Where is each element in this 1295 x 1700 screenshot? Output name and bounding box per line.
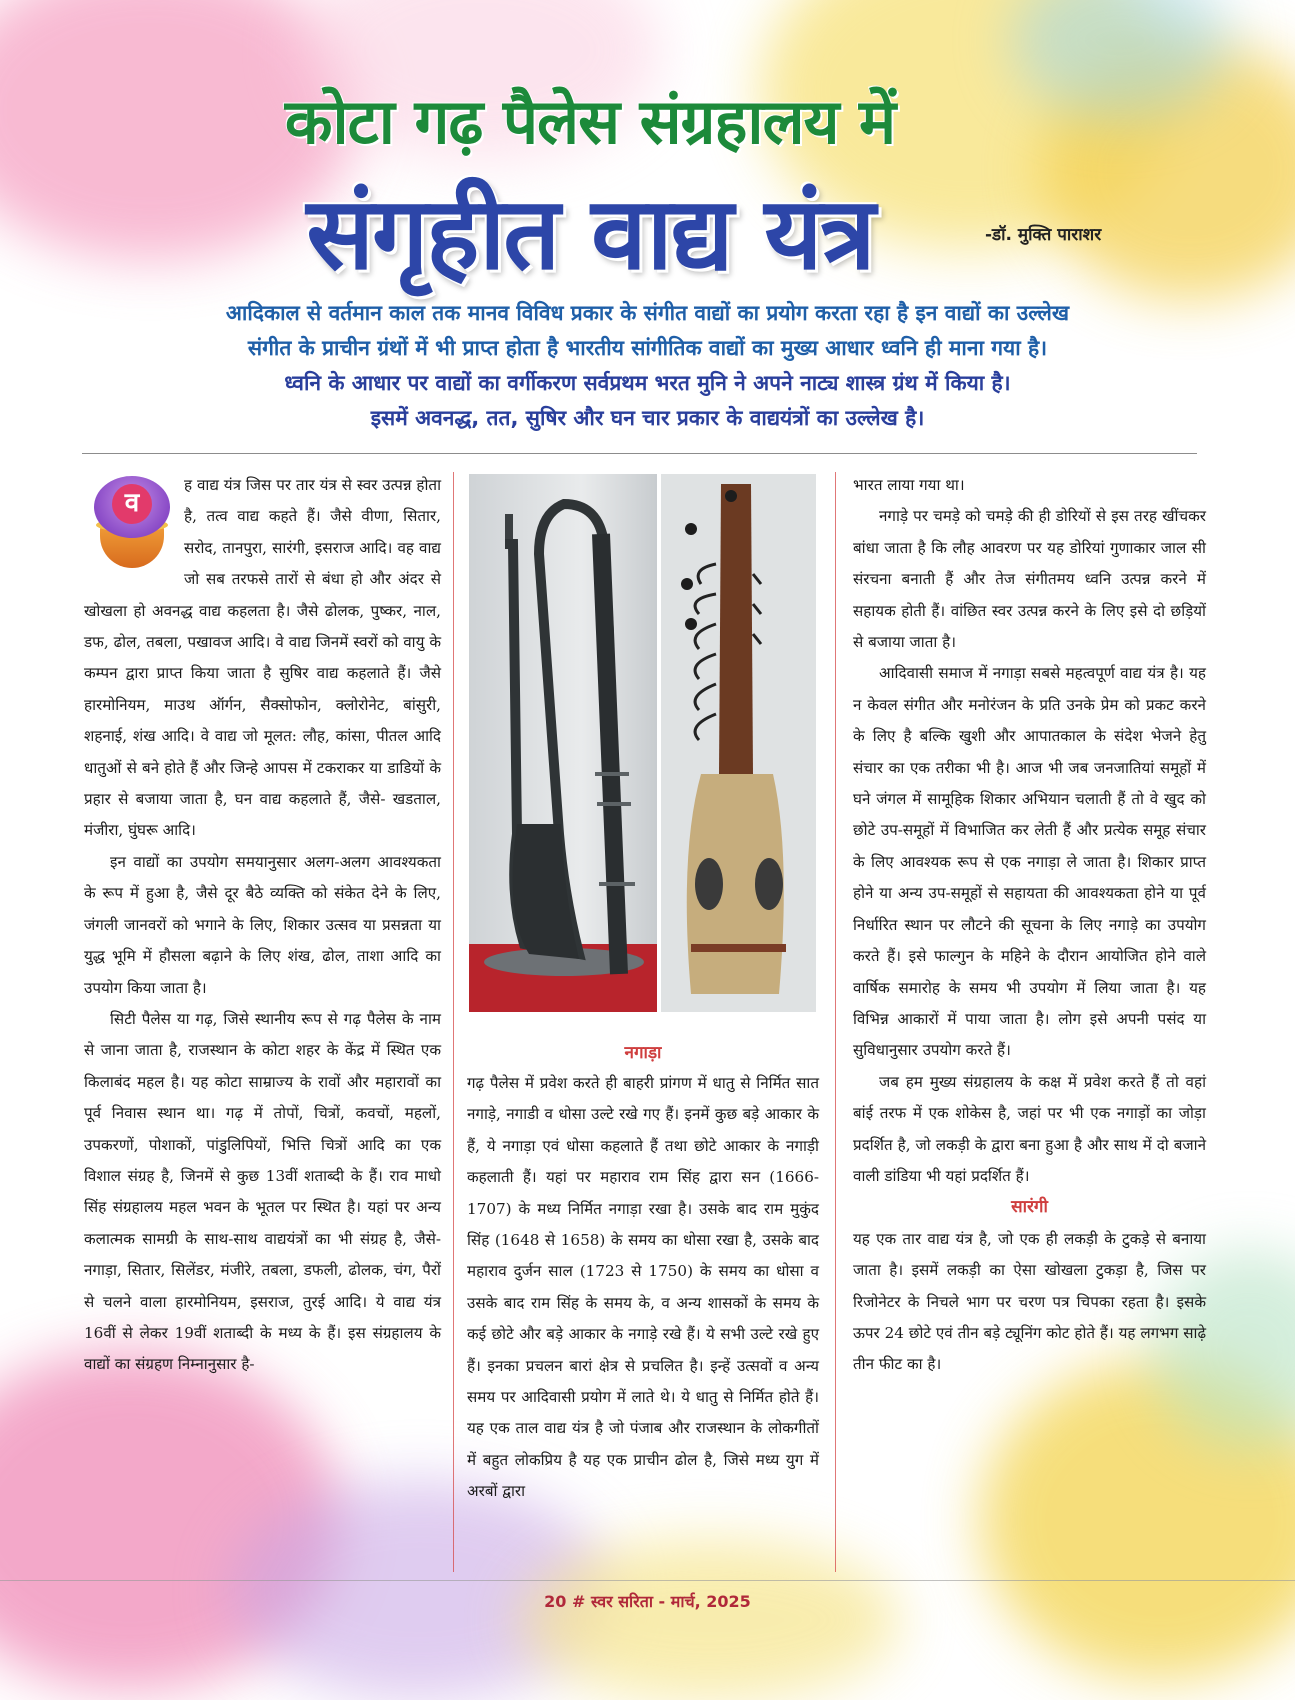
intro-line: इसमें अवनद्ध, तत, सुषिर और घन चार प्रकार के वाद्ययंत्रों का उल्लेख है।: [370, 406, 925, 430]
footer-rule: [0, 1580, 1295, 1581]
page-footer: 20 # स्वर सरिता - मार्च, 2025: [544, 1592, 751, 1611]
body-paragraph: यह एक तार वाद्य यंत्र है, जो एक ही लकड़ी के टुकड़े से बनाया जाता है। इसमें लकड़ी का ऐसा खोखला टुकड़ा है, जिस पर रिजोनेटर के निचले भाग पर चरण पत्र चिपका रहता है। इसके ऊपर 24 छोटे एवं तीन बड़े ट्यूनिंग कोट होते हैं। यह लगभग साढ़े तीन फीट का है।: [853, 1229, 1206, 1374]
section-heading-nagada: नगाड़ा: [624, 1043, 662, 1063]
intro-line: संगीत के प्राचीन ग्रंथों में भी प्राप्त होता है भारतीय सांगीतिक वाद्यों का मुख्य आधार ध्वनि ही माना गया है।: [247, 336, 1048, 360]
horn-photo: [469, 474, 657, 1012]
title-line-2: संगृहीत वाद्य यंत्र: [306, 175, 874, 292]
body-paragraph: ह वाद्य यंत्र जिस पर तार यंत्र से स्वर उत्पन्न होता है, तत्व वाद्य कहते हैं। जैसे वीणा, सितार, सरोद, तानपुरा, सारंगी, इसराज आदि। वह वाद्य जो सब तरफसे तारों से बंधा हो और अंदर से खोखला हो अवनद्ध वाद्य कहलता है। जैसे ढोलक, पुष्कर, नाल, डफ, ढोल, तबला, पखावज आदि। वे वाद्य जिनमें स्वरों को वायु के कम्पन द्वारा प्राप्त किया जाता है सुषिर वाद्य कहलाते हैं। जैसे हारमोनियम, माउथ ऑर्गन, सैक्सोफोन, क्लोरोनेट, बांसुरी, शहनाई, शंख आदि। वे वाद्य जो मूलत: लौह, कांसा, पीतल आदि धातुओं से बने होते हैं और जिन्हे आपस में टकराकर या डाडियों के प्रहार से बजाया जाता है, घन वाद्य कहलाते हैं, जैसे- खडताल, मंजीरा, घुंघरू आदि।: [84, 476, 441, 840]
body-paragraph: आदिवासी समाज में नगाड़ा सबसे महत्वपूर्ण वाद्य यंत्र है। यह न केवल संगीत और मनोरंजन के प्रति उनके प्रेम को प्रकट करने के लिए है बल्कि खुशी और आपातकाल के संदेश भेजने हेतु संचार का एक तरीका भी है। आज भी जब जनजातियां समूहों में घने जंगल में सामूहिक शिकार अभियान चलाती हैं तो वे खुद को छोटे उप-समूहों में विभाजित कर लेती हैं और प्रत्येक समूह संचार के लिए आवश्यक रूप से एक नगाड़ा ले जाता है। शिकार प्राप्त होने या अन्य उप-समूहों से सहायता की आवश्यकता होने या पूर्व निर्धारित स्थान पर लौटने की सूचना के लिए नगाड़े का उपयोग करते हैं। इसे फाल्गुन के महिने के दौरान आयोजित होने वाले वार्षिक समारोह के समय भी उपयोग में लिया जाता है। यह विभिन्न आकारों में पाया जाता है। लोग इसे अपनी पसंद या सुविधानुसार उपयोग करते हैं।: [853, 664, 1206, 1060]
section-heading-sarangi: सारंगी: [1011, 1197, 1048, 1218]
article-column-2: [467, 1068, 819, 1508]
column-rule: [453, 472, 454, 1572]
article-column-3: [853, 470, 1206, 1381]
body-paragraph: भारत लाया गया था।: [853, 476, 965, 494]
column-rule: [835, 472, 836, 1572]
dropcap-letter: व: [112, 484, 152, 524]
intro-paragraph: [40, 296, 1255, 436]
author-byline: -डॉ. मुक्ति पाराशर: [985, 225, 1102, 245]
sarangi-photo: [661, 474, 816, 1012]
intro-line: ध्वनि के आधार पर वाद्यों का वर्गीकरण सर्वप्रथम भरत मुनि ने अपने नाट्य शास्त्र ग्रंथ में किया है।: [284, 371, 1011, 395]
divider: [82, 453, 1197, 454]
body-paragraph: गढ़ पैलेस में प्रवेश करते ही बाहरी प्रांगण में धातु से निर्मित सात नगाड़े, नगाडी व धोसा उल्टे रखे गए हैं। इनमें कुछ बड़े आकार के हैं, ये नगाड़ा एवं धोसा कहलाते हैं तथा छोटे आकार के नगाड़ी कहलाती हैं। यहां पर महाराव राम सिंह द्वारा सन (1666-1707) के मध्य निर्मित नगाड़ा रखा है। उसके बाद राम मुकुंद सिंह (1648 से 1658) के समय का धोसा रखा है, उसके बाद महाराव दुर्जन साल (1723 से 1750) के समय का धोसा व उसके बाद राम सिंह के समय के, व अन्य शासकों के समय के कई छोटे और बड़े आकार के नगाड़े रखे हैं। ये सभी उल्टे रखे हुए हैं। इनका प्रचलन बारां क्षेत्र से प्रचलित है। इन्हें उत्सवों व अन्य समय पर आदिवासी प्रयोग में लाते थे। ये धातु से निर्मित होते हैं। यह एक ताल वाद्य यंत्र है जो पंजाब और राजस्थान के लोकगीतों में बहुत लोकप्रिय है यह एक प्राचीन ढोल है, जिसे मध्य युग में अरबों द्वारा: [467, 1074, 819, 1501]
article-column-1: [84, 470, 441, 1381]
body-paragraph: सिटी पैलेस या गढ़, जिसे स्थानीय रूप से गढ़ पैलेस के नाम से जाना जाता है, राजस्थान के कोटा शहर के केंद्र में स्थित एक किलाबंद महल है। यह कोटा साम्राज्य के रावों और महारावों का पूर्व निवास स्थान था। गढ़ में तोपों, चित्रों, कवचों, महलों, उपकरणों, पोशाकों, पांडुलिपियों, भित्ति चित्रों आदि का एक विशाल संग्रह है, जिनमें से कुछ 13वीं शताब्दी के हैं। राव माधो सिंह संग्रहालय महल भवन के भूतल पर स्थित है। यहां पर अन्य कलात्मक सामग्री के साथ-साथ वाद्ययंत्रों का भी संग्रह है, जैसे- नगाड़ा, सितार, सिलेंडर, मंजीरे, तबला, डफली, ढोलक, चंग, पैरों से चलने वाला हारमोनियम, इसराज, तुरई आदि। ये वाद्य यंत्र 16वीं से लेकर 19वीं शताब्दी के मध्य के हैं। इस संग्रहालय के वाद्यों का संग्रहण निम्नानुसार है-: [84, 1009, 441, 1374]
body-paragraph: इन वाद्यों का उपयोग समयानुसार अलग-अलग आवश्यकता के रूप में हुआ है, जैसे दूर बैठे व्यक्ति को संकेत देने के लिए, जंगली जानवरों को भगाने के लिए, शिकार उत्सव या प्रसन्नता या युद्ध भूमि में हौसला बढ़ाने के लिए शंख, ढोल, ताशा आदि का उपयोग किया जाता है।: [84, 852, 441, 997]
body-paragraph: जब हम मुख्य संग्रहालय के कक्ष में प्रवेश करते हैं तो वहां बांई तरफ में एक शोकेस है, जहां पर भी एक नगाड़ों का जोड़ा प्रदर्शित है, जो लकड़ी के द्वारा बना हुआ है और साथ में दो बजाने वाली डांडिया भी यहां प्रदर्शित हैं।: [853, 1072, 1206, 1185]
body-paragraph: नगाड़े पर चमड़े को चमड़े की ही डोरियों से इस तरह खींचकर बांधा जाता है कि लौह आवरण पर यह डोरियां गुणाकार जाल सी संरचना बनाती हैं और तेज संगीतमय ध्वनि उत्पन्न करने में सहायक होती हैं। वांछित स्वर उत्पन्न करने के लिए इसे दो छड़ियों से बजाया जाता है।: [853, 507, 1206, 652]
dropcap-pot-icon: [90, 476, 174, 572]
title-line-1: कोटा गढ़ पैलेस संग्रहालय में: [284, 85, 896, 158]
intro-line: आदिकाल से वर्तमान काल तक मानव विविध प्रकार के संगीत वाद्यों का प्रयोग करता रहा है इन वाद्यों का उल्लेख: [225, 301, 1070, 325]
